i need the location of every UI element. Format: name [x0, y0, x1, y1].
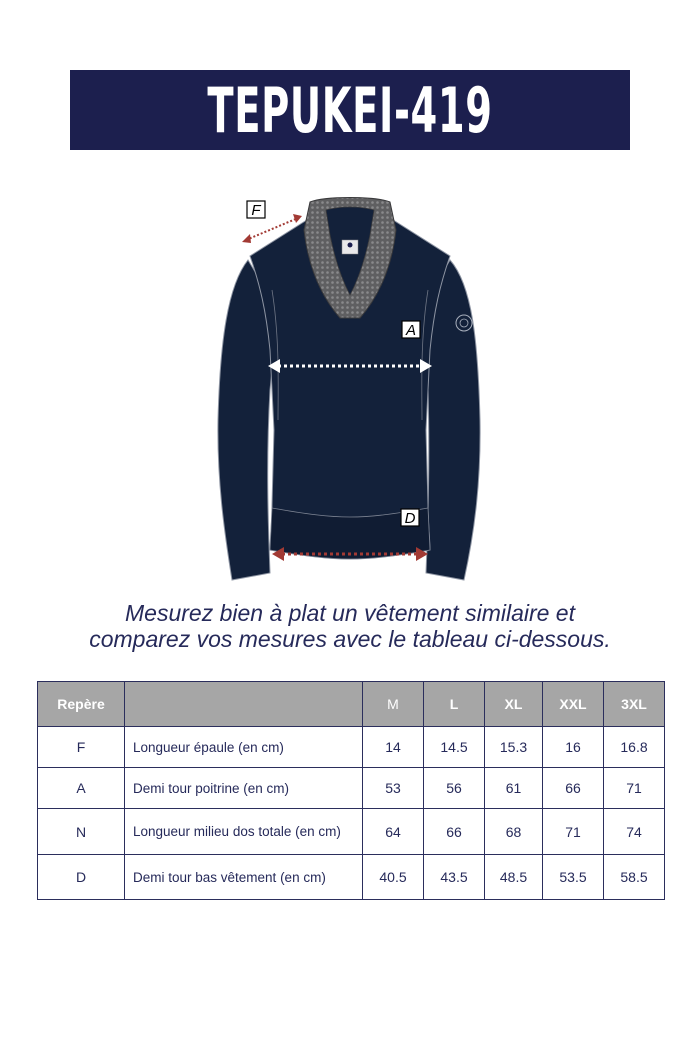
row-marker: D [38, 855, 125, 900]
table-row [38, 727, 665, 768]
row-marker: N [38, 809, 125, 855]
cell-value: 66 [543, 768, 604, 809]
title-banner [70, 70, 630, 150]
header-size-m: M [363, 682, 424, 727]
cell-value: 53.5 [543, 855, 604, 900]
marker-d [401, 509, 419, 527]
header-size-l: L [424, 682, 485, 727]
measurement-instruction [40, 600, 660, 652]
row-marker: F [38, 727, 125, 768]
cell-value: 74 [604, 809, 665, 855]
cell-value: 43.5 [424, 855, 485, 900]
marker-f [247, 201, 265, 219]
cell-value: 58.5 [604, 855, 665, 900]
header-description [125, 682, 363, 727]
svg-text:A: A [405, 322, 417, 339]
product-title: TEPUKEI-419 [207, 73, 493, 147]
row-marker: A [38, 768, 125, 809]
row-label: Demi tour poitrine (en cm) [125, 768, 363, 809]
row-label: Longueur milieu dos totale (en cm) [125, 809, 363, 855]
instruction-line-1: Mesurez bien à plat un vêtement similaire et [125, 600, 575, 626]
sleeve-badge-icon [456, 315, 472, 331]
cell-value: 40.5 [363, 855, 424, 900]
cell-value: 61 [485, 768, 543, 809]
header-size-xl: XL [485, 682, 543, 727]
table-row [38, 809, 665, 855]
cell-value: 16.8 [604, 727, 665, 768]
svg-text:F: F [251, 202, 261, 219]
cell-value: 53 [363, 768, 424, 809]
cell-value: 68 [485, 809, 543, 855]
row-label: Longueur épaule (en cm) [125, 727, 363, 768]
garment-figure [200, 190, 500, 590]
cell-value: 66 [424, 809, 485, 855]
row-label: Demi tour bas vêtement (en cm) [125, 855, 363, 900]
header-size-3xl: 3XL [604, 682, 665, 727]
table-header-row [38, 682, 665, 727]
instruction-line-2: comparez vos mesures avec le tableau ci-dessous. [89, 626, 611, 652]
header-size-xxl: XXL [543, 682, 604, 727]
svg-text:D: D [404, 510, 416, 527]
cell-value: 48.5 [485, 855, 543, 900]
cell-value: 14.5 [424, 727, 485, 768]
size-chart-table [37, 681, 665, 900]
header-marker: Repère [38, 682, 125, 727]
cell-value: 15.3 [485, 727, 543, 768]
cell-value: 16 [543, 727, 604, 768]
marker-a [402, 321, 420, 339]
cell-value: 64 [363, 809, 424, 855]
cell-value: 56 [424, 768, 485, 809]
cell-value: 71 [604, 768, 665, 809]
table-row [38, 768, 665, 809]
cell-value: 71 [543, 809, 604, 855]
cell-value: 14 [363, 727, 424, 768]
table-row [38, 855, 665, 900]
